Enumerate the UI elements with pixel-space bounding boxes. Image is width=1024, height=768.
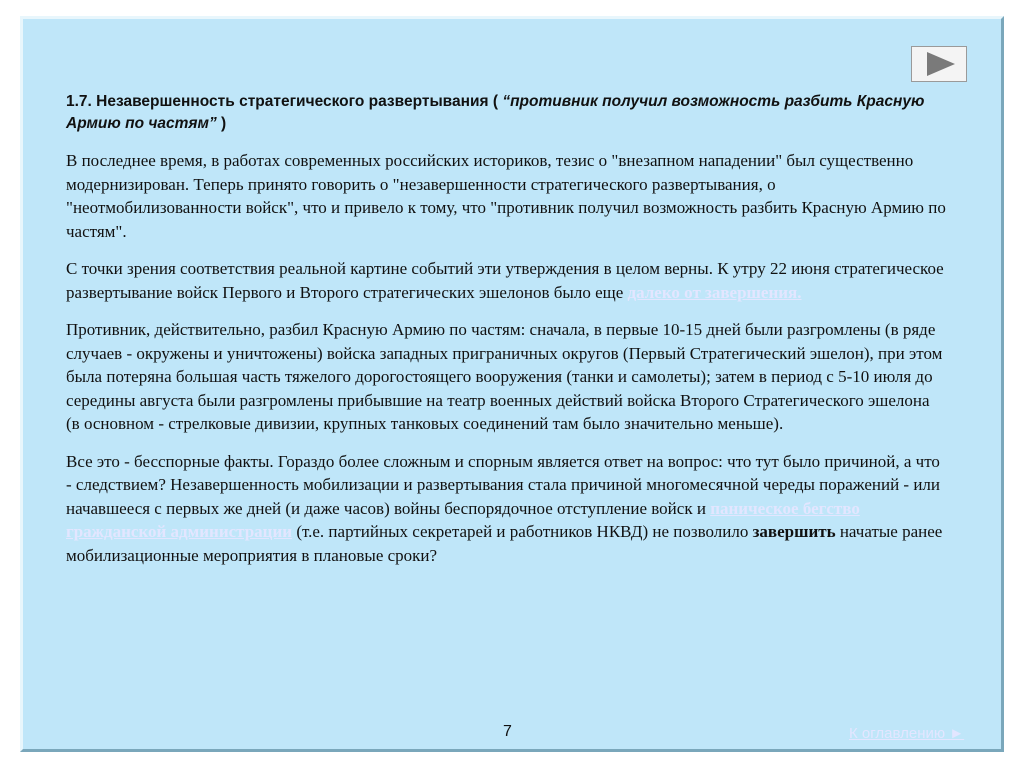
- paragraph-4-end: начатые ранее мобилизационные мероприятия в плановые сроки?: [66, 522, 943, 565]
- section-heading: [66, 91, 946, 135]
- paragraph-2-text: С точки зрения соответствия реальной картине событий эти утверждения в целом верны. К утру 22 июня стратегическое развертывание войск Первого и Второго стратегических эшелонов было еще: [66, 259, 944, 302]
- slide-panel: [20, 16, 1004, 752]
- heading-open-paren: (: [488, 93, 503, 110]
- section-heading-quote: “противник получил возможность разбить Красную Армию по частям”: [66, 93, 925, 132]
- paragraph-4: [66, 450, 946, 568]
- panic-flight-link[interactable]: паническое бегство гражданской администрации: [66, 498, 860, 541]
- paragraph-2: [66, 257, 946, 304]
- paragraph-3: Противник, действительно, разбил Красную Армию по частям: сначала, в первые 10-15 дней были разгромлены (в ряде случаев - окружены и уничтожены) войска западных приграничных округов (Первый Стратегический эшелон), при этом была потеряна большая часть тяжелого дорогостоящего вооружения (танки и самолеты); затем в период с 5-10 июля до середины августа были разгромлены прибывшие на театр военных действий войска Второго Стратегического эшелона (в основном - стрелковые дивизии, крупных танковых соединений там было значительно меньше).: [66, 320, 943, 433]
- paragraph-4-bold-word: завершить: [752, 522, 836, 541]
- paragraph-4-start: Все это - бесспорные факты. Гораздо более сложным и спорным является ответ на вопрос: что тут было причиной, а что - следствием? Незавершенность мобилизации и развертывания стала причиной многомесячной череды поражений - или начавшееся с первых же дней (и даже часов) войны беспорядочное отступление войск и: [66, 451, 941, 518]
- far-from-completion-link[interactable]: далеко от завершения.: [627, 282, 802, 302]
- play-arrow-icon: [912, 47, 966, 81]
- page-number: 7: [503, 723, 512, 740]
- paragraph-4-middle: (т.е. партийных секретарей и работников НКВД) не позволило: [292, 522, 753, 541]
- next-slide-button[interactable]: [911, 46, 967, 82]
- section-heading-title: 1.7. Незавершенность стратегического развертывания: [66, 93, 489, 110]
- paragraph-1: В последнее время, в работах современных российских историков, тезис о "внезапном нападении" был существенно модернизирован. Теперь принято говорить о "незавершенности стратегического развертывания, о "неотмобилизованности войск", что и привело к тому, что "противник получил возможность разбить Красную Армию по частям".: [66, 151, 946, 241]
- article-body: [66, 149, 946, 581]
- table-of-contents-link[interactable]: К оглавлению ►: [849, 725, 965, 742]
- heading-close-paren: ): [216, 115, 227, 132]
